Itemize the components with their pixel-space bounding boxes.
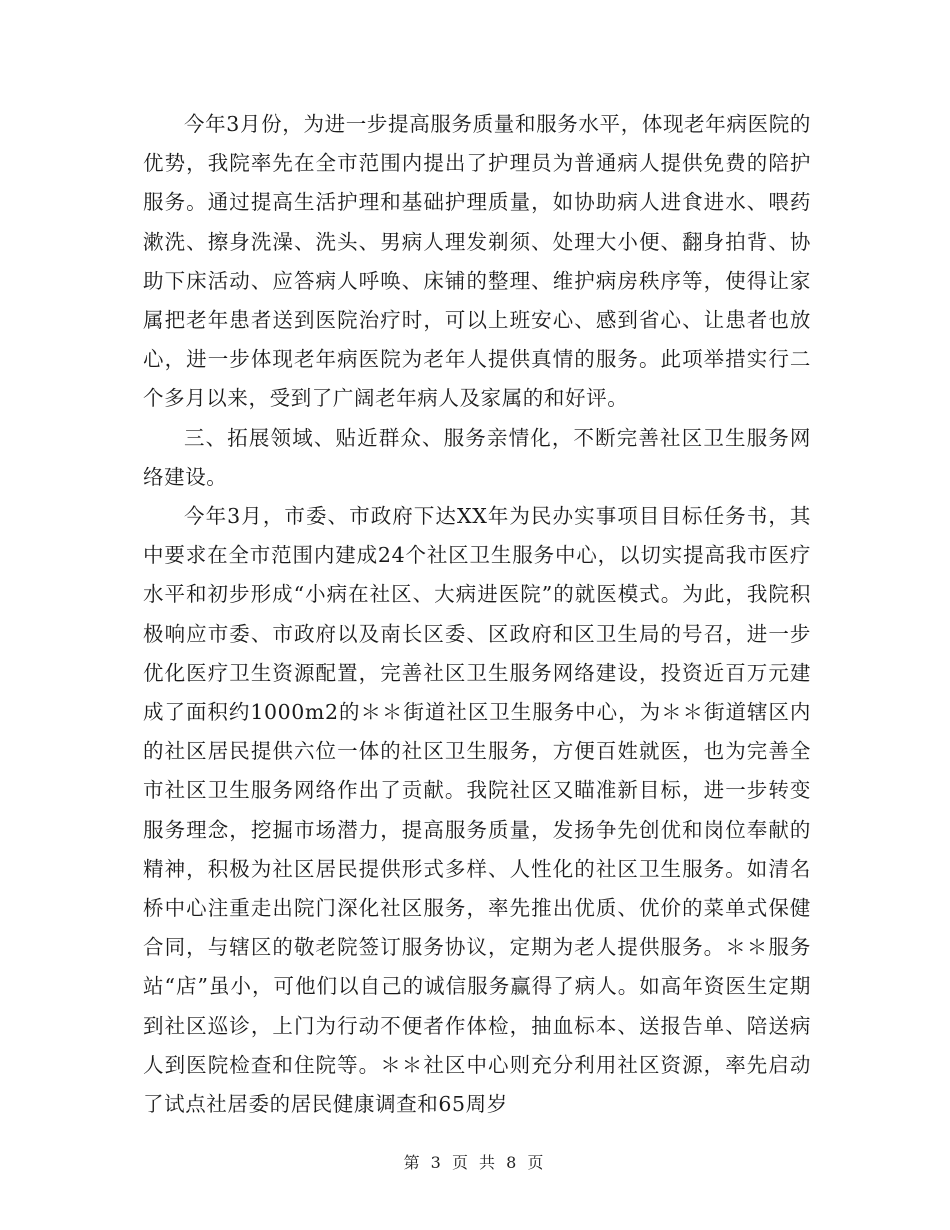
paragraph-community-health-center: 今年3月，市委、市政府下达XX年为民办实事项目目标任务书，其中要求在全市范围内建成24个社区卫生服务中心，以切实提高我市医疗水平和初步形成“小病在社区、大病进医院”的就医模式。为此，我院积极响应市委、市政府以及南长区委、区政府和区卫生局的号召，进一步优化医疗卫生资源配置，完善社区卫生服务网络建设，投资近百万元建成了面积约1000m2的＊＊街道社区卫生服务中心，为＊＊街道辖区内的社区居民提供六位一体的社区卫生服务，方便百姓就医，也为完善全市社区卫生服务网络作出了贡献。我院社区又瞄准新目标，进一步转变服务理念，挖掘市场潜力，提高服务质量，发扬争先创优和岗位奉献的精神，积极为社区居民提供形式多样、人性化的社区卫生服务。如清名桥中心注重走出院门深化社区服务，率先推出优质、优价的菜单式保健合同，与辖区的敬老院签订服务协议，定期为老人提供服务。＊＊服务站“店”虽小，可他们以自己的诚信服务赢得了病人。如高年资医生定期到社区巡诊，上门为行动不便者作体检，抽血标本、送报告单、陪送病人到医院检查和住院等。＊＊社区中心则充分利用社区资源，率先启动了试点社居委的居民健康调查和65周岁 xyxy=(143,504,811,1117)
page-number-footer: 第 3 页 共 8 页 xyxy=(403,1153,547,1172)
paragraph-free-escort-service: 今年3月份，为进一步提高服务质量和服务水平，体现老年病医院的优势，我院率先在全市范围内提出了护理员为普通病人提供免费的陪护服务。通过提高生活护理和基础护理质量，如协助病人进食进水、喂药漱洗、擦身洗澡、洗头、男病人理发剃须、处理大小便、翻身拍背、协助下床活动、应答病人呼唤、床铺的整理、维护病房秩序等，使得让家属把老年患者送到医院治疗时，可以上班安心、感到省心、让患者也放心，进一步体现老年病医院为老年人提供真情的服务。此项举措实行二个多月以来，受到了广阔老年病人及家属的和好评。 xyxy=(143,112,811,411)
document-body xyxy=(143,105,811,1124)
section-heading-community-health: 三、拓展领域、贴近群众、服务亲情化，不断完善社区卫生服务网络建设。 xyxy=(143,425,811,489)
